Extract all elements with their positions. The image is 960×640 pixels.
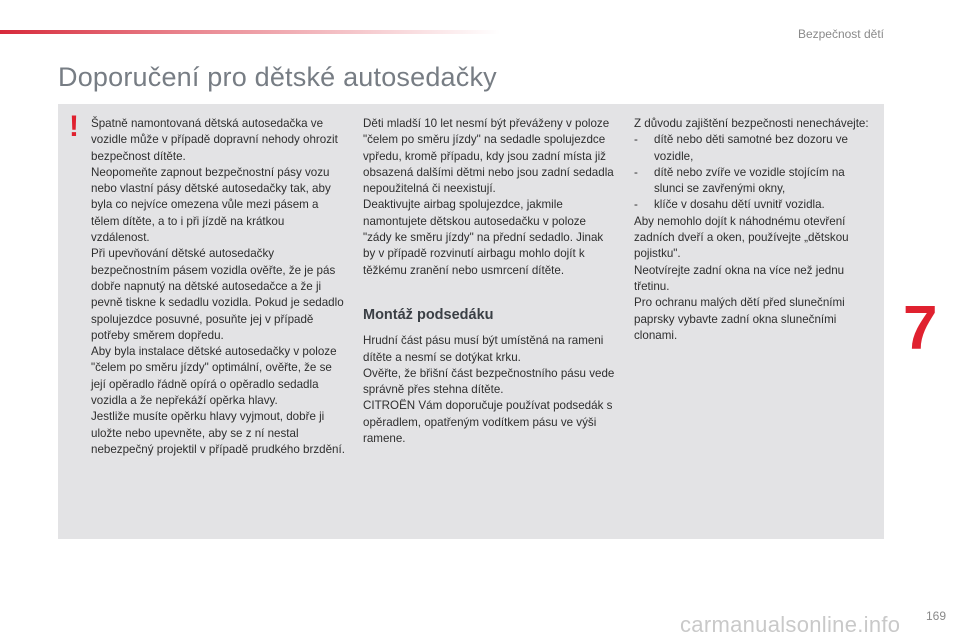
safety-list <box>634 132 869 213</box>
paragraph: Pro ochranu malých dětí před slunečními paprsky vybavte zadní okna slunečními clonami. <box>634 296 845 342</box>
column-airbag <box>363 116 615 447</box>
paragraph: Špatně namontovaná dětská autosedačka ve vozidle může v případě dopravní nehody ohrozit bezpečnost dítěte. <box>91 117 338 163</box>
paragraph: Děti mladší 10 let nesmí být převáženy v poloze "čelem po směru jízdy" na sedadle spolujezdce vpředu, kromě případu, kdy jsou zadní místa již obsazená dalšími dětmi nebo jsou zadní sedadla nepoužitelná či neexistují. <box>363 117 614 196</box>
paragraph-intro: Z důvodu zajištění bezpečnosti nenechávejte: <box>634 117 869 130</box>
paragraph: Neopomeňte zapnout bezpečnostní pásy vozu nebo vlastní pásy dětské autosedačky tak, aby byla co nejvíce omezena vůle mezi pásem a tělem dítěte, a to i při jízdě na krátkou vzdálenost. <box>91 165 331 245</box>
warning-icon: ! <box>69 110 79 143</box>
list-item: - dítě nebo zvíře ve vozidle stojícím na slunci se zavřenými okny, <box>634 165 869 198</box>
column-warnings <box>91 116 346 458</box>
list-item: - dítě nebo děti samotné bez dozoru ve vozidle, <box>634 132 869 165</box>
content-panel <box>58 104 884 539</box>
page-title: Doporučení pro dětské autosedačky <box>58 62 497 92</box>
page-number: 169 <box>925 609 946 623</box>
chapter-number: 7 <box>903 294 938 363</box>
paragraph: Aby byla instalace dětské autosedačky v poloze "čelem po směru jízdy" optimální, ověřte, že se její opěradlo řádně opírá o opěradlo sedadla vozidla a že nepřekáží opěrka hlavy. <box>91 345 337 408</box>
subheading-booster: Montáž podsedáku <box>363 306 494 323</box>
paragraph: Deaktivujte airbag spolujezdce, jakmile namontujete dětskou autosedačku v poloze "zády ke směru jízdy" na přední sedadlo. Jinak by v případě rozvinutí airbagu mohlo dojít k těžkému zranění nebo usmrcení dítěte. <box>363 198 604 277</box>
paragraph: Hrudní část pásu musí být umístěná na rameni dítěte a nesmí se dotýkat krku. <box>363 334 604 364</box>
column-safety <box>634 116 869 344</box>
header-accent-bar <box>0 30 500 34</box>
list-item: - klíče v dosahu dětí uvnitř vozidla. <box>634 197 869 213</box>
paragraph: Aby nemohlo dojít k náhodnému otevření zadních dveří a oken, používejte „dětskou pojistku". <box>634 214 849 261</box>
paragraph: Ověřte, že břišní část bezpečnostního pásu vede správně přes stehna dítěte. <box>363 366 615 397</box>
paragraph: Neotvírejte zadní okna na více než jednu třetinu. <box>634 263 845 293</box>
paragraph: CITROËN Vám doporučuje používat podsedák s opěradlem, opatřeným vodítkem pásu ve výši ramene. <box>363 399 613 446</box>
paragraph: Jestliže musíte opěrku hlavy vyjmout, dobře ji uložte nebo upevněte, aby se z ní nestal nebezpečný projektil v případě prudkého brzdění. <box>91 410 345 456</box>
watermark: carmanualsonline.info <box>680 612 901 637</box>
section-title: Bezpečnost dětí <box>797 27 884 41</box>
paragraph: Při upevňování dětské autosedačky bezpečnostním pásem vozidla ověřte, že je pás dobře napnutý na dětské autosedačce a že ji pevně tiskne k sedadlu vozidla. Pokud je sedadlo spolujezdce posuvné, posuňte jej v případě potřeby směrem dopředu. <box>91 247 344 342</box>
